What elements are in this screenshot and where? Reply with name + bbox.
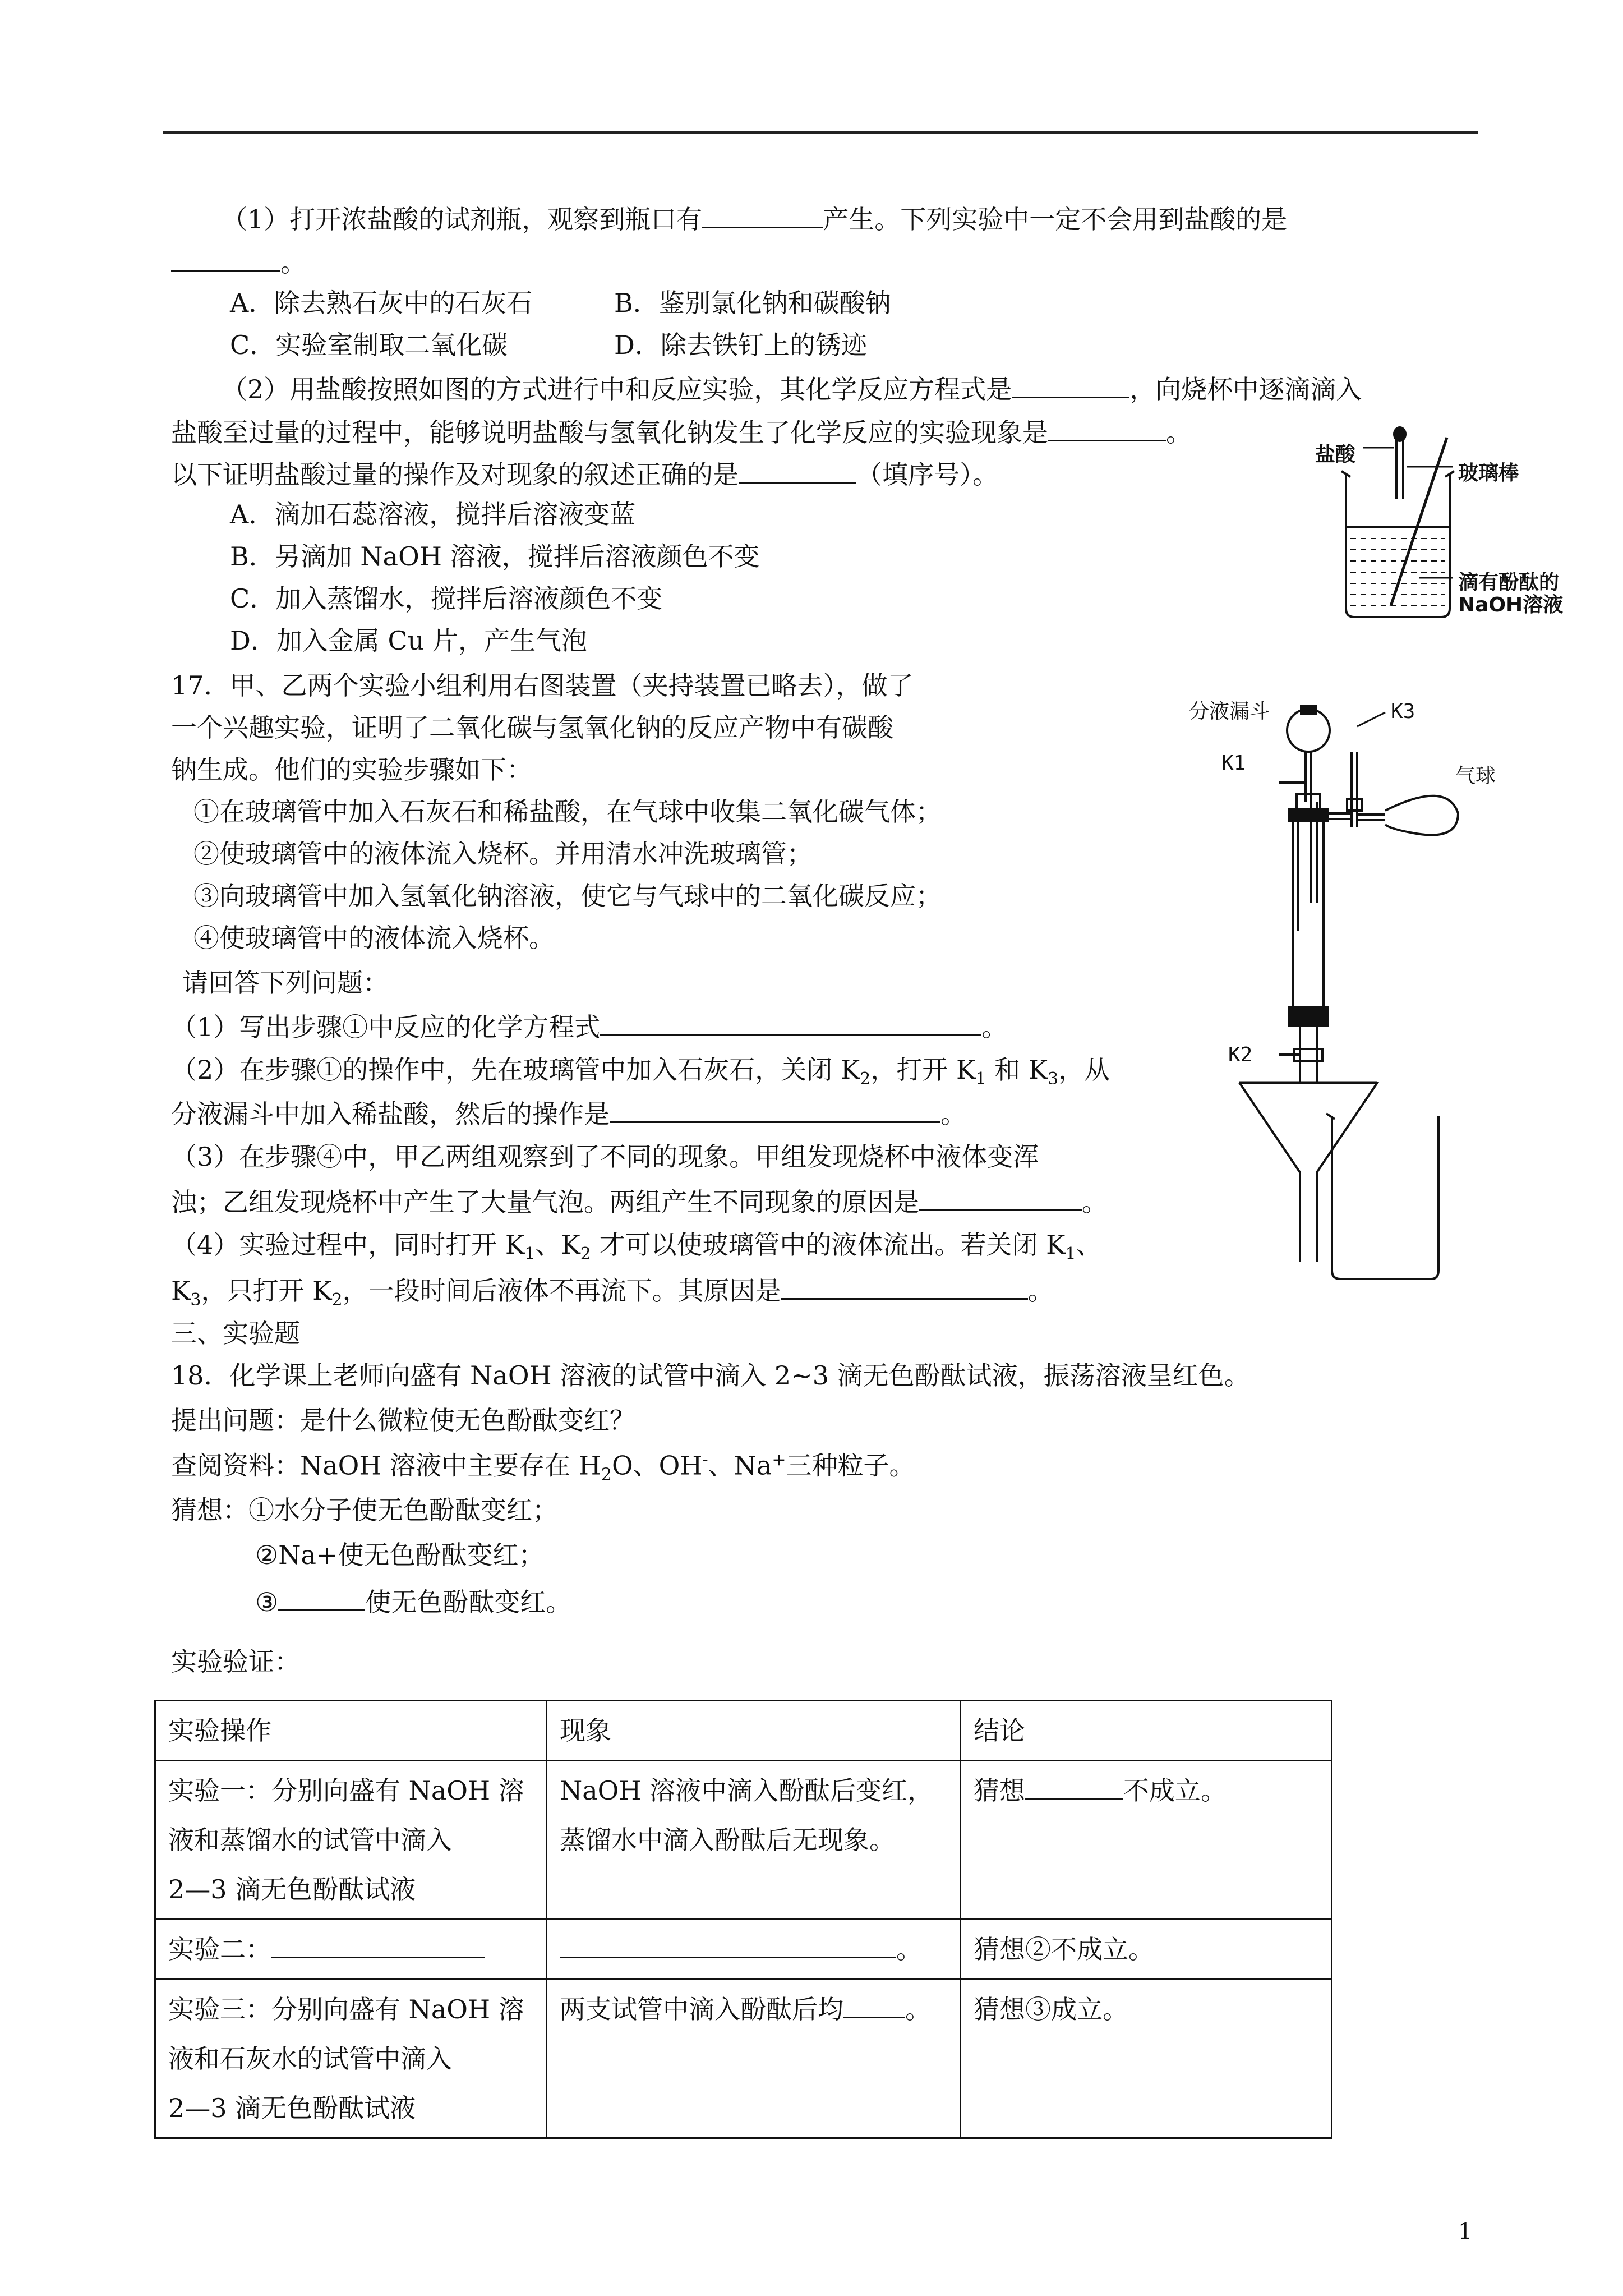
label-k2: K2 <box>1228 1043 1253 1066</box>
label-hydrochloric-acid: 盐酸 <box>1315 443 1356 466</box>
text: K <box>171 1276 191 1306</box>
q18-reference <box>171 1450 915 1485</box>
answer-blank[interactable] <box>702 202 823 228</box>
subscript: 2 <box>860 1069 871 1089</box>
text: （1）写出步骤①中反应的化学方程式 <box>171 1012 601 1042</box>
answer-blank[interactable] <box>1048 415 1166 441</box>
header-conclusion: 结论 <box>961 1701 1332 1761</box>
superscript: + <box>772 1450 786 1470</box>
cell-exp3-operation <box>155 1980 547 2138</box>
text: 。 <box>905 1994 931 2024</box>
q17-line2: 一个兴趣实验，证明了二氧化碳与氢氧化钠的反应产物中有碳酸 <box>171 712 893 743</box>
cell-line: 液和蒸馏水的试管中滴入 <box>168 1825 452 1855</box>
table-row <box>155 1920 1332 1980</box>
choice-a: A．滴加石蕊溶液，搅拌后溶液变蓝 <box>230 499 636 530</box>
text: 才可以使玻璃管中的液体流出。若关闭 K <box>591 1230 1066 1260</box>
q16-part2-line1 <box>222 372 1362 405</box>
subscript: 1 <box>975 1069 986 1089</box>
q17-step2: ②使玻璃管中的液体流入烧杯。并用清水冲洗玻璃管； <box>193 839 813 869</box>
text: （1）打开浓盐酸的试剂瓶，观察到瓶口有 <box>222 204 703 234</box>
option-a: A．除去熟石灰中的石灰石 <box>230 288 533 318</box>
table-row <box>155 1701 1332 1761</box>
text: 。 <box>896 1934 922 1964</box>
answer-blank[interactable] <box>1012 372 1129 398</box>
text: 以下证明盐酸过量的操作及对现象的叙述正确的是 <box>171 459 739 490</box>
cell-exp3-phenomenon <box>547 1980 961 2138</box>
q17-step3: ③向玻璃管中加入氢氧化钠溶液，使它与气球中的二氧化碳反应； <box>193 881 942 911</box>
text: 查阅资料：NaOH 溶液中主要存在 H <box>171 1450 601 1481</box>
label-balloon: 气球 <box>1455 765 1496 788</box>
label-glass-rod: 玻璃棒 <box>1458 462 1519 485</box>
subscript: 1 <box>524 1244 536 1264</box>
cell-line: 液和石灰水的试管中滴入 <box>168 2044 452 2074</box>
q17-sub4-line2 <box>171 1273 1054 1310</box>
option-c: C．实验室制取二氧化碳 <box>230 330 508 360</box>
q17-step1: ①在玻璃管中加入石灰石和稀盐酸，在气球中收集二氧化碳气体； <box>193 797 942 827</box>
table-row <box>155 1761 1332 1920</box>
text: 使无色酚酞变红。 <box>365 1587 572 1617</box>
text: 。 <box>940 1099 966 1129</box>
text: 分液漏斗中加入稀盐酸，然后的操作是 <box>171 1099 610 1129</box>
text: 。 <box>981 1012 1008 1042</box>
apparatus-figure <box>1223 690 1615 1285</box>
text: ，只打开 K <box>201 1276 332 1306</box>
text: 两支试管中滴入酚酞后均 <box>560 1994 843 2024</box>
text: ，向烧杯中逐滴滴入 <box>1129 374 1362 404</box>
q16-part2-line3 <box>171 457 998 490</box>
text: 浊；乙组发现烧杯中产生了大量气泡。两组产生不同现象的原因是 <box>171 1187 919 1217</box>
q17-step4: ④使玻璃管中的液体流入烧杯。 <box>193 923 555 953</box>
cell-exp2-phenomenon <box>547 1920 961 1980</box>
answer-blank[interactable] <box>843 1992 905 2018</box>
answer-blank[interactable] <box>271 1932 485 1958</box>
choice-c: C．加入蒸馏水，搅拌后溶液颜色不变 <box>230 583 663 614</box>
text: 产生。下列实验中一定不会用到盐酸的是 <box>823 204 1288 234</box>
label-solution-line1: 滴有酚酞的 <box>1458 571 1560 594</box>
label-separatory-funnel: 分液漏斗 <box>1189 700 1270 723</box>
label-k3: K3 <box>1391 700 1415 723</box>
header-phenomenon: 现象 <box>547 1701 961 1761</box>
cell-line: 实验三：分别向盛有 NaOH 溶 <box>168 1994 524 2024</box>
text: ，从 <box>1058 1055 1110 1085</box>
text: （2）用盐酸按照如图的方式进行中和反应实验，其化学反应方程式是 <box>222 374 1012 404</box>
subscript: 2 <box>601 1465 612 1485</box>
page-number: 1 <box>1458 2219 1473 2244</box>
q17-sub2-line1 <box>171 1055 1110 1089</box>
q17-sub2-line2 <box>171 1097 966 1130</box>
text: （填序号）。 <box>856 459 998 490</box>
label-solution-line2: NaOH溶液 <box>1458 593 1564 616</box>
cell-exp2-conclusion: 猜想②不成立。 <box>961 1920 1332 1980</box>
q17-prompt: 请回答下列问题： <box>182 968 389 998</box>
answer-blank[interactable] <box>1025 1773 1123 1800</box>
option-b: B．鉴别氯化钠和碳酸钠 <box>614 288 891 318</box>
choice-b: B．另滴加 NaOH 溶液，搅拌后溶液颜色不变 <box>230 541 760 572</box>
subscript: 2 <box>580 1244 591 1264</box>
cell-exp1-phenomenon <box>547 1761 961 1920</box>
subscript: 2 <box>331 1290 343 1310</box>
table-row <box>155 1980 1332 2138</box>
text: 。 <box>1166 417 1192 448</box>
q18-guess3 <box>255 1585 571 1618</box>
text: 。 <box>280 247 306 278</box>
experiment-table <box>154 1700 1332 2139</box>
answer-blank[interactable] <box>278 1585 365 1611</box>
cell-exp1-operation <box>155 1761 547 1920</box>
answer-blank[interactable] <box>781 1273 1028 1300</box>
text: 、K <box>535 1230 580 1260</box>
q16-part2-line2 <box>171 415 1192 448</box>
text: ③ <box>255 1587 279 1617</box>
answer-blank[interactable] <box>610 1097 940 1123</box>
cell-line: 蒸馏水中滴入酚酞后无现象。 <box>560 1825 895 1855</box>
cell-exp3-conclusion: 猜想③成立。 <box>961 1980 1332 2138</box>
cell-line: 2—3 滴无色酚酞试液 <box>168 2093 416 2123</box>
subscript: 3 <box>1048 1069 1059 1089</box>
header-operation: 实验操作 <box>155 1701 547 1761</box>
answer-blank[interactable] <box>171 245 280 272</box>
cell-exp1-conclusion <box>961 1761 1332 1920</box>
cell-line: 2—3 滴无色酚酞试液 <box>168 1874 416 1904</box>
text: （4）实验过程中，同时打开 K <box>171 1230 525 1260</box>
text: （2）在步骤①的操作中，先在玻璃管中加入石灰石，关闭 K <box>171 1055 860 1085</box>
text: 三种粒子。 <box>786 1450 915 1481</box>
q17-sub3-line1: （3）在步骤④中，甲乙两组观察到了不同的现象。甲组发现烧杯中液体变浑 <box>171 1142 1039 1172</box>
text: 、Na <box>708 1450 772 1481</box>
subscript: 3 <box>190 1290 201 1310</box>
cell-line: NaOH 溶液中滴入酚酞后变红， <box>560 1775 934 1806</box>
answer-blank[interactable] <box>560 1932 896 1958</box>
text: 。 <box>1082 1187 1108 1217</box>
q17-line3: 钠生成。他们的实验步骤如下： <box>171 754 532 785</box>
text: 和 K <box>986 1055 1048 1085</box>
q18-guess2: ②Na+使无色酚酞变红； <box>255 1540 545 1570</box>
answer-blank[interactable] <box>600 1010 981 1036</box>
header-rule <box>163 131 1478 134</box>
q18-question: 提出问题：是什么微粒使无色酚酞变红？ <box>171 1405 635 1435</box>
text: ，打开 K <box>870 1055 976 1085</box>
text: O、OH <box>611 1450 703 1481</box>
q17-sub4-line1 <box>171 1230 1102 1264</box>
choice-d: D．加入金属 Cu 片，产生气泡 <box>230 625 587 656</box>
text: 。 <box>1027 1276 1054 1306</box>
text: 猜想 <box>974 1775 1025 1806</box>
cell-exp2-operation <box>155 1920 547 1980</box>
superscript: - <box>702 1450 708 1470</box>
text: 实验二： <box>168 1934 271 1964</box>
text: 盐酸至过量的过程中，能够说明盐酸与氢氧化钠发生了化学反应的实验现象是 <box>171 417 1048 448</box>
answer-blank[interactable] <box>919 1185 1082 1211</box>
cell-line: 实验一：分别向盛有 NaOH 溶 <box>168 1775 524 1806</box>
q17-sub3-line2 <box>171 1185 1108 1218</box>
q16-part1-line1 <box>222 202 1287 235</box>
q17-line1: 17．甲、乙两个实验小组利用右图装置（夹持装置已略去），做了 <box>171 670 914 701</box>
label-k1: K1 <box>1221 752 1246 775</box>
q18-verification: 实验验证： <box>171 1646 300 1677</box>
text: 、 <box>1076 1230 1102 1260</box>
section-title: 三、实验题 <box>171 1318 300 1349</box>
q17-sub1 <box>171 1010 1007 1043</box>
q16-part1-line2 <box>171 245 306 278</box>
text: ，一段时间后液体不再流下。其原因是 <box>342 1276 781 1306</box>
q18-guess1: 猜想：①水分子使无色酚酞变红； <box>171 1495 558 1525</box>
option-d: D．除去铁钉上的锈迹 <box>614 330 867 360</box>
q18-line1: 18．化学课上老师向盛有 NaOH 溶液的试管中滴入 2~3 滴无色酚酞试液，振荡溶液呈红色。 <box>171 1360 1250 1391</box>
subscript: 1 <box>1065 1244 1076 1264</box>
text: 不成立。 <box>1123 1775 1227 1806</box>
answer-blank[interactable] <box>739 457 856 484</box>
